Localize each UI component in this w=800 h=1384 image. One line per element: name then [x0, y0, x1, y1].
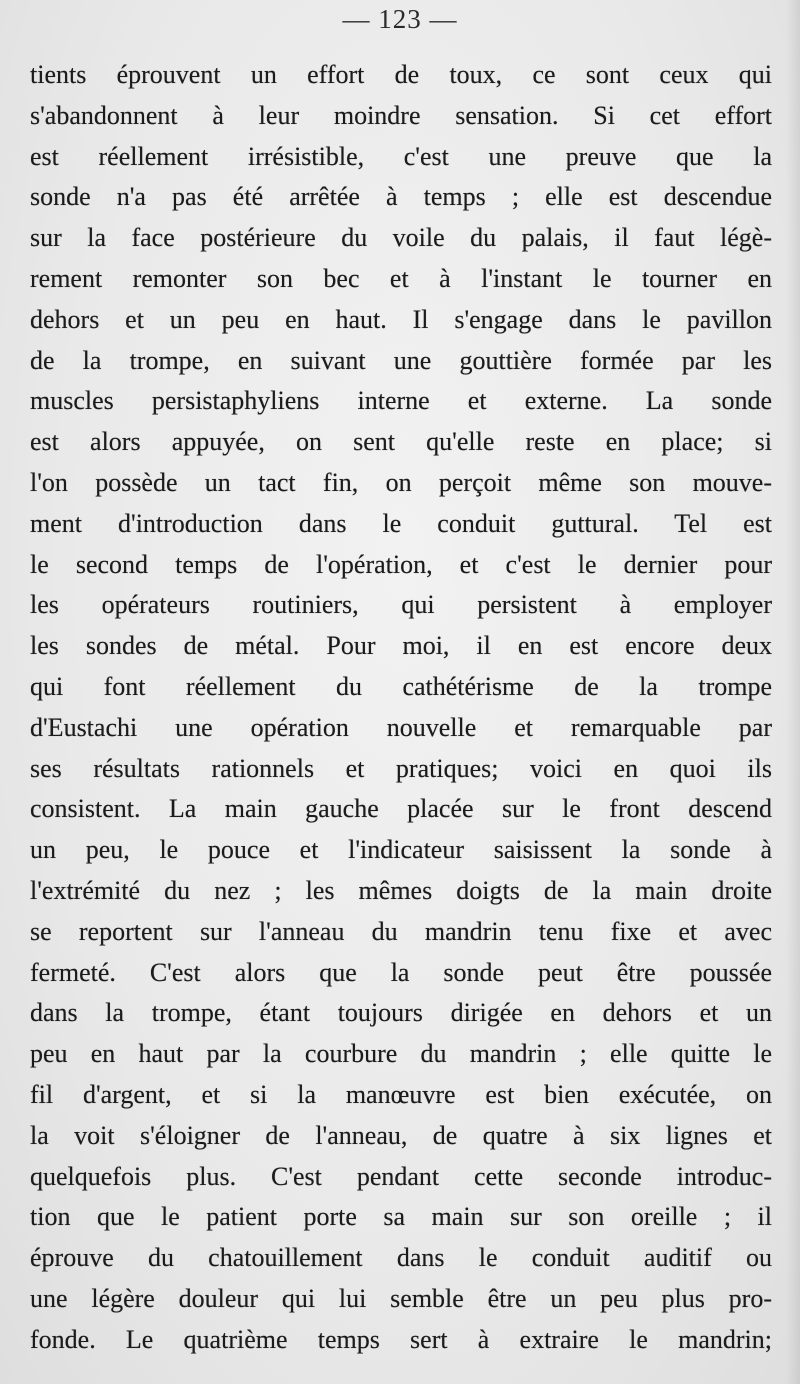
text-line: fonde. Le quatrième temps sert à extraire le mandrin;	[30, 1324, 772, 1354]
page-number: — 123 —	[342, 4, 458, 34]
text-line: s'abandonnent à leur moindre sensation. Si cet effort	[30, 100, 772, 130]
text-line: l'on possède un tact fin, on perçoit même son mouve-	[30, 467, 772, 497]
text-line: ses résultats rationnels et pratiques; voici en quoi ils	[30, 753, 772, 783]
text-line: d'Eustachi une opération nouvelle et remarquable par	[30, 712, 772, 742]
text-line: la voit s'éloigner de l'anneau, de quatre à six lignes et	[30, 1120, 772, 1150]
text-line: dans la trompe, étant toujours dirigée en dehors et un	[30, 998, 772, 1028]
text-line: quelquefois plus. C'est pendant cette seconde introduc-	[30, 1161, 772, 1191]
page-edge-shadow	[786, 0, 800, 1384]
text-line: fermeté. C'est alors que la sonde peut être poussée	[30, 957, 772, 987]
text-line: fil d'argent, et si la manœuvre est bien exécutée, on	[30, 1079, 772, 1109]
text-line: muscles persistaphyliens interne et externe. La sonde	[30, 386, 772, 416]
text-line: rement remonter son bec et à l'instant le tourner en	[30, 263, 772, 293]
text-line: les sondes de métal. Pour moi, il en est encore deux	[30, 631, 772, 661]
text-line: l'extrémité du nez ; les mêmes doigts de la main droite	[30, 875, 772, 905]
text-line: de la trompe, en suivant une gouttière formée par les	[30, 345, 772, 375]
text-line: est alors appuyée, on sent qu'elle reste en place; si	[30, 427, 772, 457]
text-line: dehors et un peu en haut. Il s'engage dans le pavillon	[30, 304, 772, 334]
text-line: un peu, le pouce et l'indicateur saisissent la sonde à	[30, 835, 772, 865]
body-text	[30, 55, 772, 1361]
text-line: ment d'introduction dans le conduit guttural. Tel est	[30, 508, 772, 538]
text-line: le second temps de l'opération, et c'est le dernier pour	[30, 549, 772, 579]
text-line: éprouve du chatouillement dans le conduit auditif ou	[30, 1243, 772, 1273]
text-line: tion que le patient porte sa main sur son oreille ; il	[30, 1202, 772, 1232]
text-line: peu en haut par la courbure du mandrin ; elle quitte le	[30, 1039, 772, 1069]
text-line: est réellement irrésistible, c'est une preuve que la	[30, 141, 772, 171]
text-line: qui font réellement du cathétérisme de la trompe	[30, 671, 772, 701]
text-line: se reportent sur l'anneau du mandrin tenu fixe et avec	[30, 916, 772, 946]
text-line: sonde n'a pas été arrêtée à temps ; elle est descendue	[30, 182, 772, 212]
text-line: tients éprouvent un effort de toux, ce sont ceux qui	[30, 60, 772, 89]
text-line: sur la face postérieure du voile du palais, il faut légè-	[30, 223, 772, 253]
text-line: consistent. La main gauche placée sur le front descend	[30, 794, 772, 824]
text-line: les opérateurs routiniers, qui persistent à employer	[30, 590, 772, 620]
text-line: une légère douleur qui lui semble être un peu plus pro-	[30, 1283, 772, 1313]
